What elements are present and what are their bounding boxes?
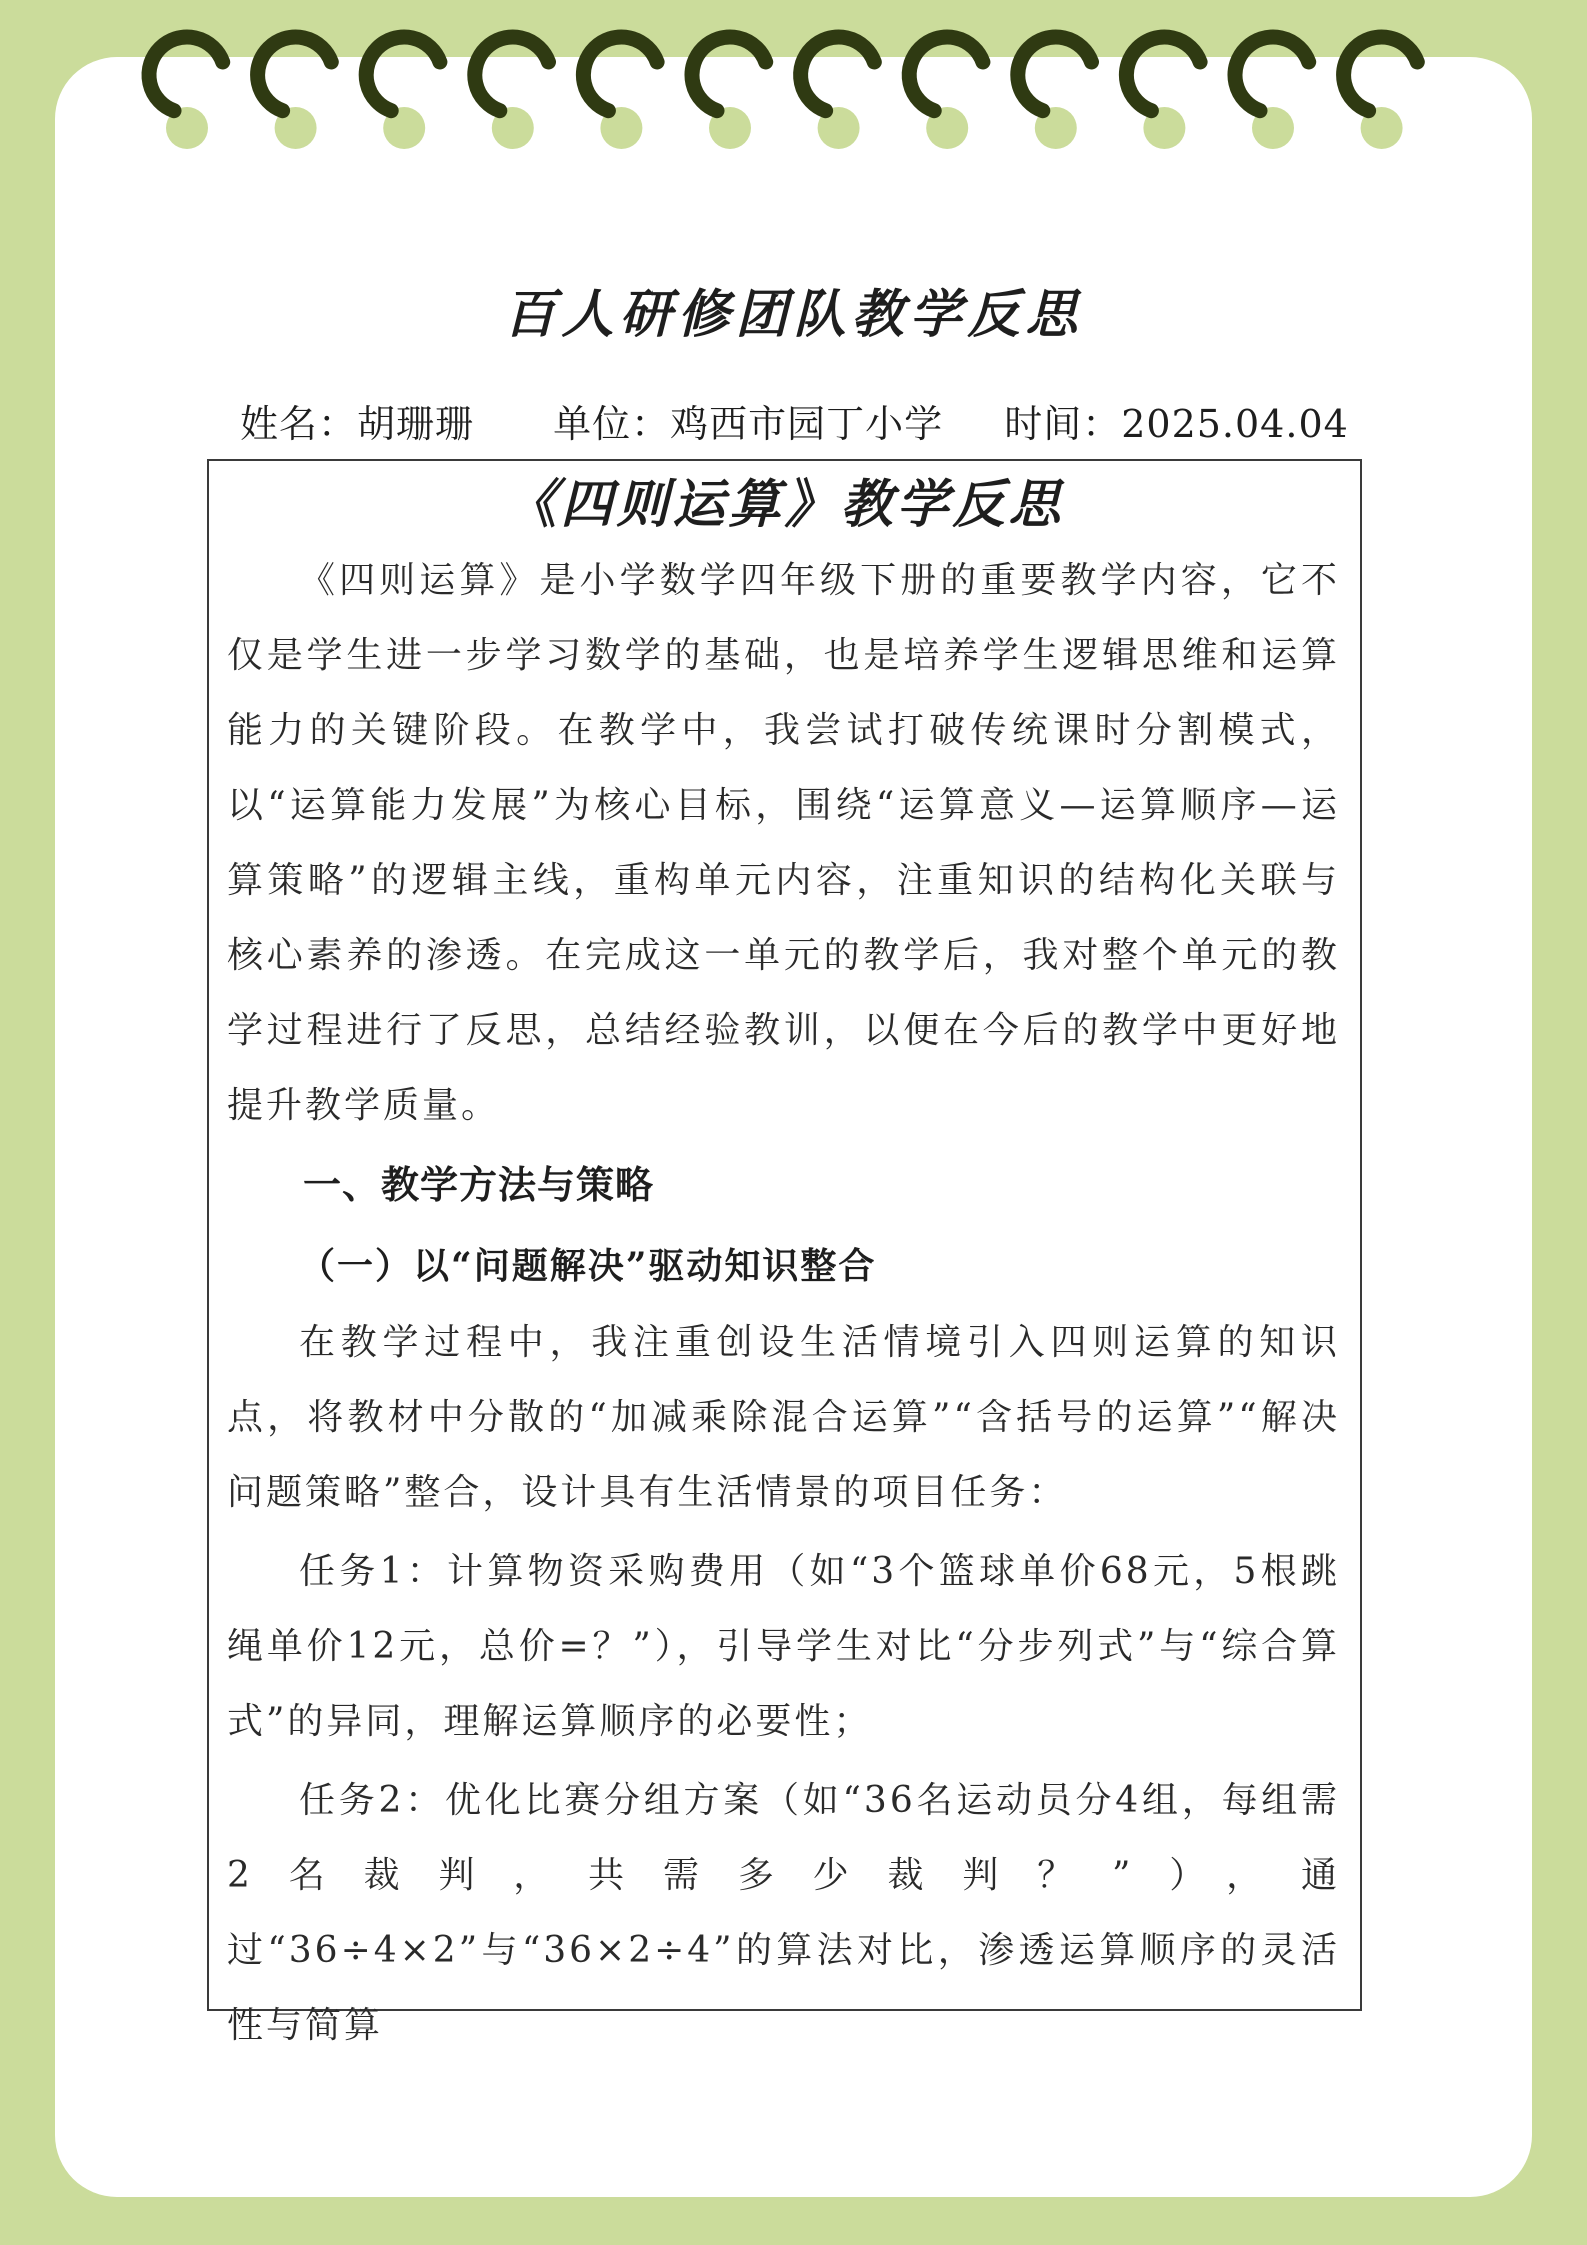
- content-frame: [207, 459, 1362, 2046]
- binding-ring: [692, 37, 766, 111]
- article-title: 《四则运算》教学反思: [504, 474, 1065, 535]
- author-info: [240, 393, 1360, 448]
- task-paragraph: 任务1：计算物资采购费用（如“3个篮球单价68元，5根跳绳单价12元，总价=？”），引导学生对比“分步列式”与“综合算式”的异同，理解运算顺序的必要性；: [227, 1551, 1340, 1742]
- binding-ring: [149, 37, 223, 111]
- binding-ring: [1344, 37, 1418, 111]
- binding-ring: [1126, 37, 1200, 111]
- date: 时间：2025.04.04: [1004, 402, 1349, 446]
- spiral-binding: [0, 0, 1587, 170]
- author-name: 姓名：胡珊珊: [240, 402, 475, 446]
- binding-ring: [1018, 37, 1092, 111]
- binding-ring: [1235, 37, 1309, 111]
- binding-ring: [258, 37, 332, 111]
- binding-ring: [583, 37, 657, 111]
- binding-ring: [801, 37, 875, 111]
- article-body: [209, 543, 1360, 2063]
- binding-ring: [366, 37, 440, 111]
- section-paragraph: 在教学过程中，我注重创设生活情境引入四则运算的知识点，将教材中分散的“加减乘除混合运算”“含括号的运算”“解决问题策略”整合，设计具有生活情景的项目任务：: [227, 1322, 1340, 1513]
- section-heading: 一、教学方法与策略: [303, 1163, 655, 1207]
- intro-paragraph: 《四则运算》是小学数学四年级下册的重要教学内容，它不仅是学生进一步学习数学的基础，也是培养学生逻辑思维和运算能力的关键阶段。在教学中，我尝试打破传统课时分割模式，以“运算能力发展”为核心目标，围绕“运算意义—运算顺序—运算策略”的逻辑主线，重构单元内容，注重知识的结构化关联与核心素养的渗透。在完成这一单元的教学后，我对整个单元的教学过程进行了反思，总结经验教训，以便在今后的教学中更好地提升教学质量。: [227, 560, 1340, 1126]
- page-title: 百人研修团队教学反思: [503, 284, 1084, 345]
- author-unit: 单位：鸡西市园丁小学: [553, 402, 944, 446]
- binding-ring: [475, 37, 549, 111]
- task-paragraph: 任务2：优化比赛分组方案（如“36名运动员分4组，每组需2名裁判，共需多少裁判？”），通过“36÷4×2”与“36×2÷4”的算法对比，渗透运算顺序的灵活性与简算: [227, 1780, 1340, 2046]
- binding-ring: [909, 37, 983, 111]
- subsection-heading: （一）以“问题解决”驱动知识整合: [299, 1245, 877, 1287]
